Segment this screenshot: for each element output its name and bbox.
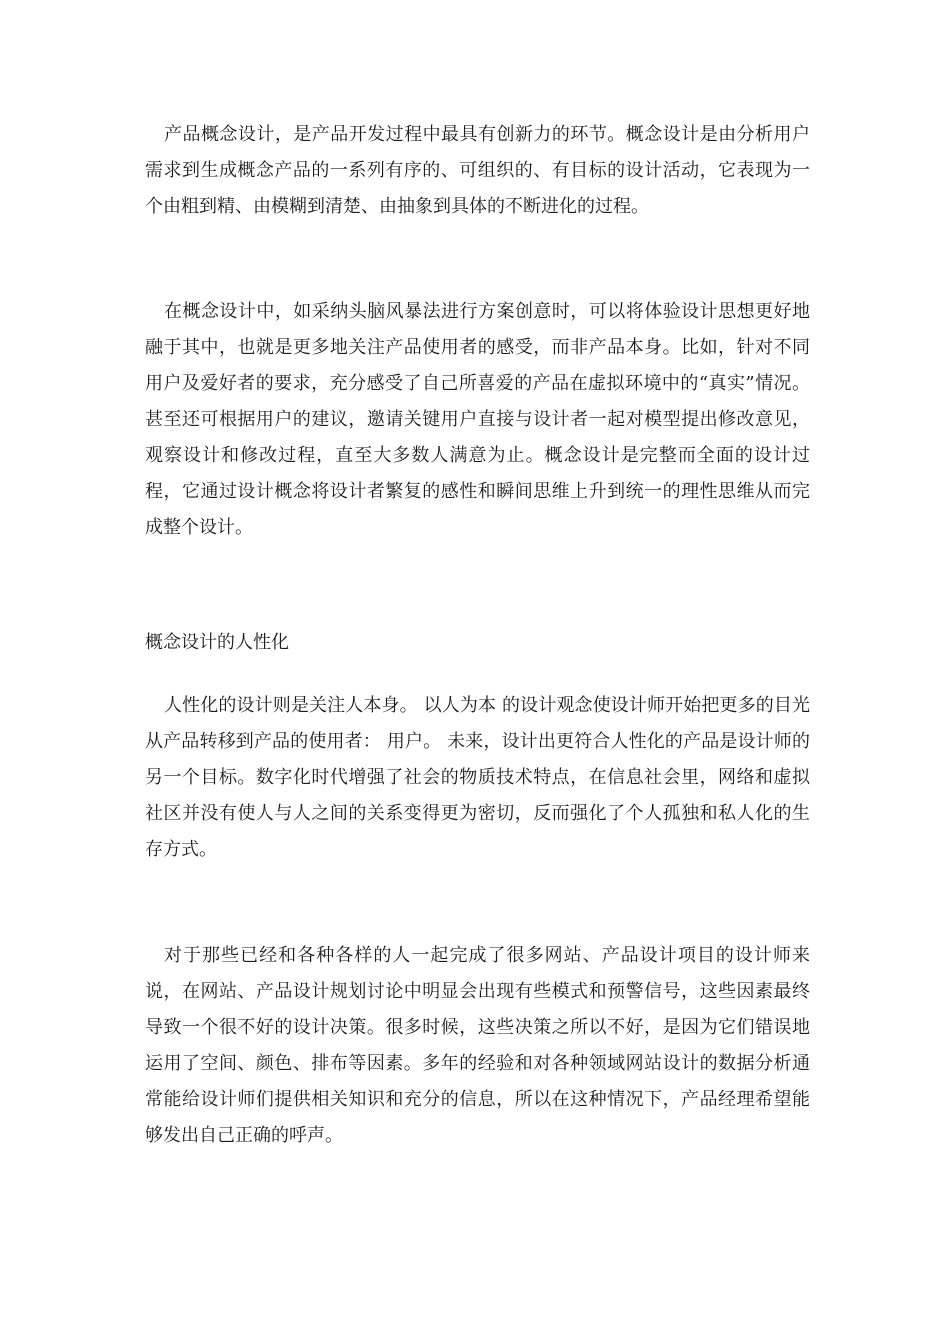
- paragraph-design-decisions: 对于那些已经和各种各样的人一起完成了很多网站、产品设计项目的设计师来说，在网站、产品设计规划讨论中明显会出现有些模式和预警信号，这些因素最终导致一个很不好的设计决策。很多时候，这些决策之所以不好，是因为它们错误地运用了空间、颜色、排布等因素。多年的经验和对各种领域网站设计的数据分析通常能给设计师们提供相关知识和充分的信息，所以在这种情况下，产品经理希望能够发出自己正确的呼声。: [145, 945, 810, 1146]
- paragraph-brainstorm: 在概念设计中，如采纳头脑风暴法进行方案创意时，可以将体验设计思想更好地融于其中，也就是更多地关注产品使用者的感受，而非产品本身。比如，针对不同用户及爱好者的要求，充分感受了自己所喜爱的产品在虚拟环境中的“真实”情况。甚至还可根据用户的建议，邀请关键用户直接与设计者一起对模型提出修改意见，观察设计和修改过程，直至大多数人满意为止。概念设计是完整而全面的设计过程，它通过设计概念将设计者繁复的感性和瞬间思维上升到统一的理性思维从而完成整个设计。: [145, 301, 810, 538]
- section-heading: 概念设计的人性化: [145, 632, 289, 653]
- paragraph-concept-design: 产品概念设计，是产品开发过程中最具有创新力的环节。概念设计是由分析用户需求到生成概念产品的一系列有序的、可组织的、有目标的设计活动，它表现为一个由粗到精、由模糊到清楚、由抽象到具体的不断进化的过程。: [145, 124, 810, 217]
- paragraph-humanized-design: 人性化的设计则是关注人本身。 以人为本 的设计观念使设计师开始把更多的目光从产品转移到产品的使用者： 用户。 未来，设计出更符合人性化的产品是设计师的另一个目标。数字化时代增强了社会的物质技术特点，在信息社会里，网络和虚拟社区并没有使人与人之间的关系变得更为密切，反而强化了个人孤独和私人化的生存方式。: [145, 695, 810, 860]
